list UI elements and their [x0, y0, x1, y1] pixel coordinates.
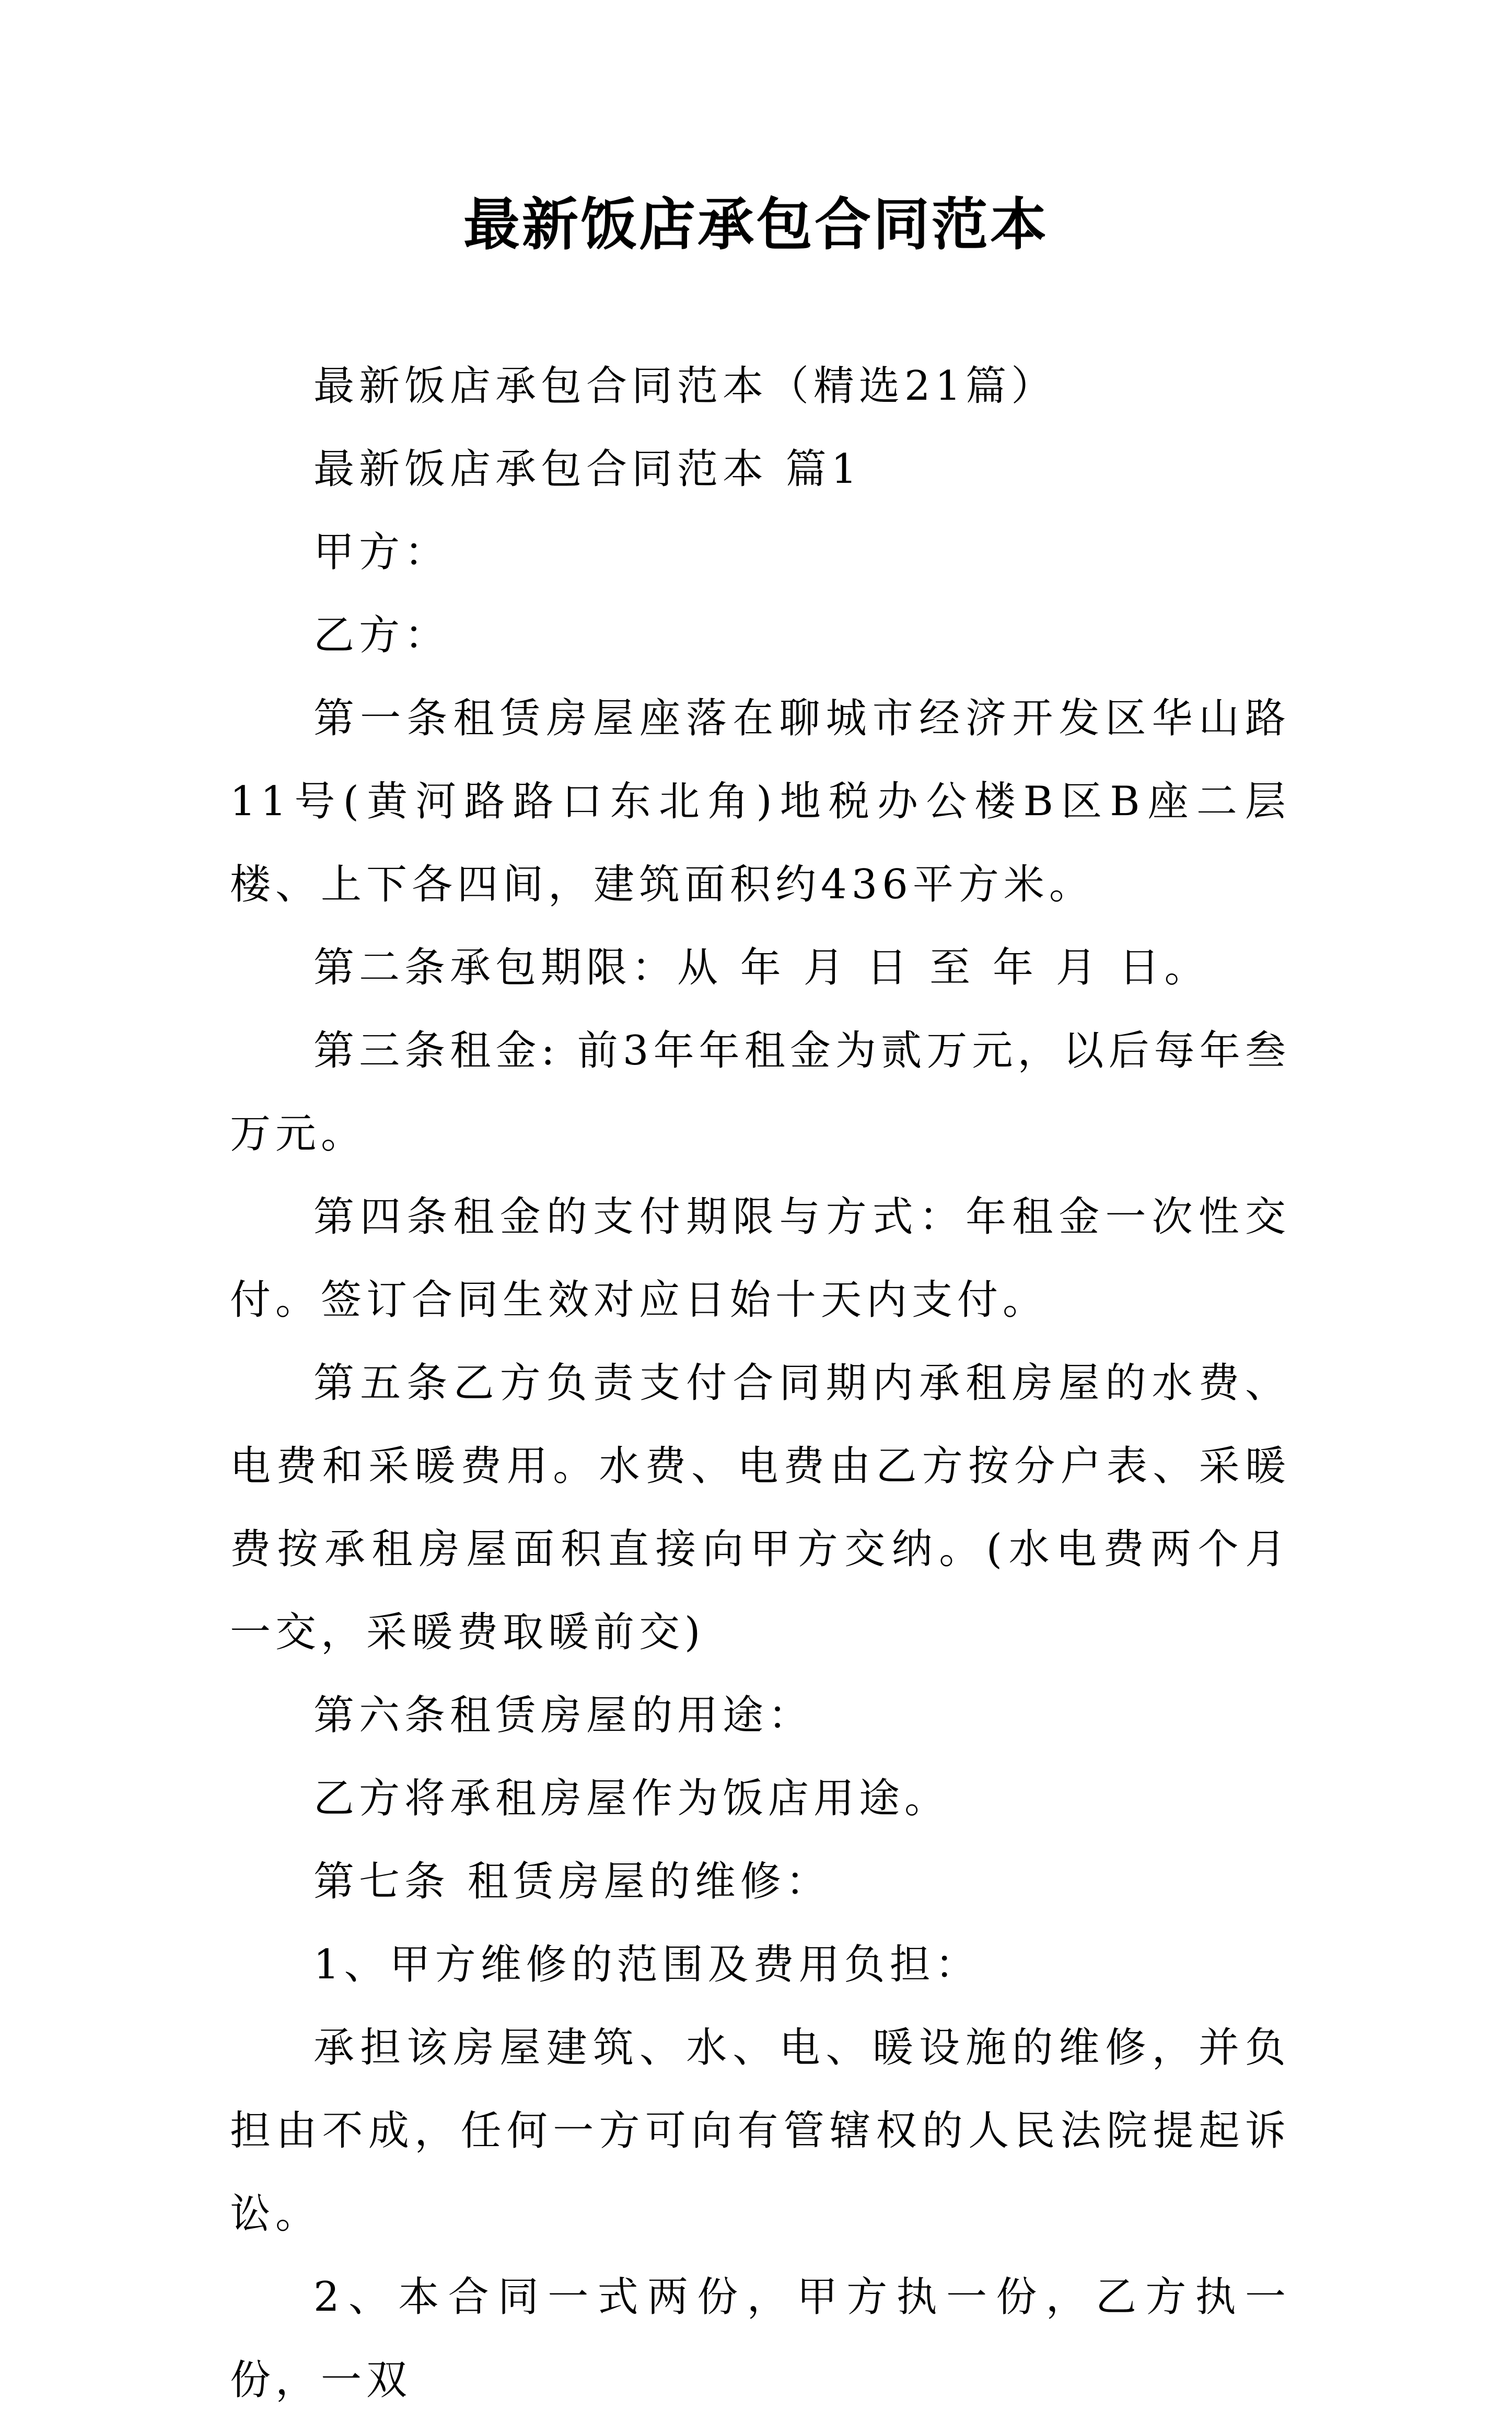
- paragraph-article-7-item-2: 2、本合同一式两份，甲方执一份，乙方执一份，一双: [230, 2274, 1290, 2404]
- document-title: 最新饭店承包合同范本: [463, 192, 1049, 258]
- paragraph-article-2: 第二条承包期限：从 年 月 日 至 年 月 日。: [313, 944, 1210, 991]
- paragraph-section-heading: 最新饭店承包合同范本 篇1: [313, 446, 862, 493]
- paragraph-article-6: 第六条租赁房屋的用途：: [313, 1692, 814, 1739]
- paragraph-article-7-item-1-content: 承担该房屋建筑、水、电、暖设施的维修，并负担由不成，任何一方可向有管辖权的人民法院提起诉讼。: [230, 2024, 1290, 2238]
- paragraph-subtitle: 最新饭店承包合同范本（精选21篇）: [313, 363, 1057, 410]
- paragraph-article-7-item-1: 1、甲方维修的范围及费用负担：: [313, 1941, 981, 1988]
- paragraph-article-4: 第四条租金的支付期限与方式：年租金一次性交付。签订合同生效对应日始十天内支付。: [230, 1193, 1290, 1324]
- paragraph-party-a: 甲方：: [313, 529, 450, 576]
- paragraph-article-5: 第五条乙方负责支付合同期内承租房屋的水费、电费和采暖费用。水费、电费由乙方按分户表、采暖费按承租房屋面积直接向甲方交纳。(水电费两个月一交，采暖费取暖前交): [230, 1360, 1290, 1656]
- document-body: [230, 345, 1290, 2422]
- paragraph-party-b: 乙方：: [313, 612, 450, 659]
- paragraph-article-7: 第七条 租赁房屋的维修：: [313, 1858, 831, 1905]
- paragraph-article-1: 第一条租赁房屋座落在聊城市经济开发区华山路11号(黄河路路口东北角)地税办公楼B区B座二层楼、上下各四间，建筑面积约436平方米。: [230, 695, 1290, 908]
- paragraph-article-3: 第三条租金: 前3年年租金为贰万元，以后每年叁万元。: [230, 1027, 1290, 1157]
- paragraph-article-6-content: 乙方将承租房屋作为饭店用途。: [313, 1775, 950, 1822]
